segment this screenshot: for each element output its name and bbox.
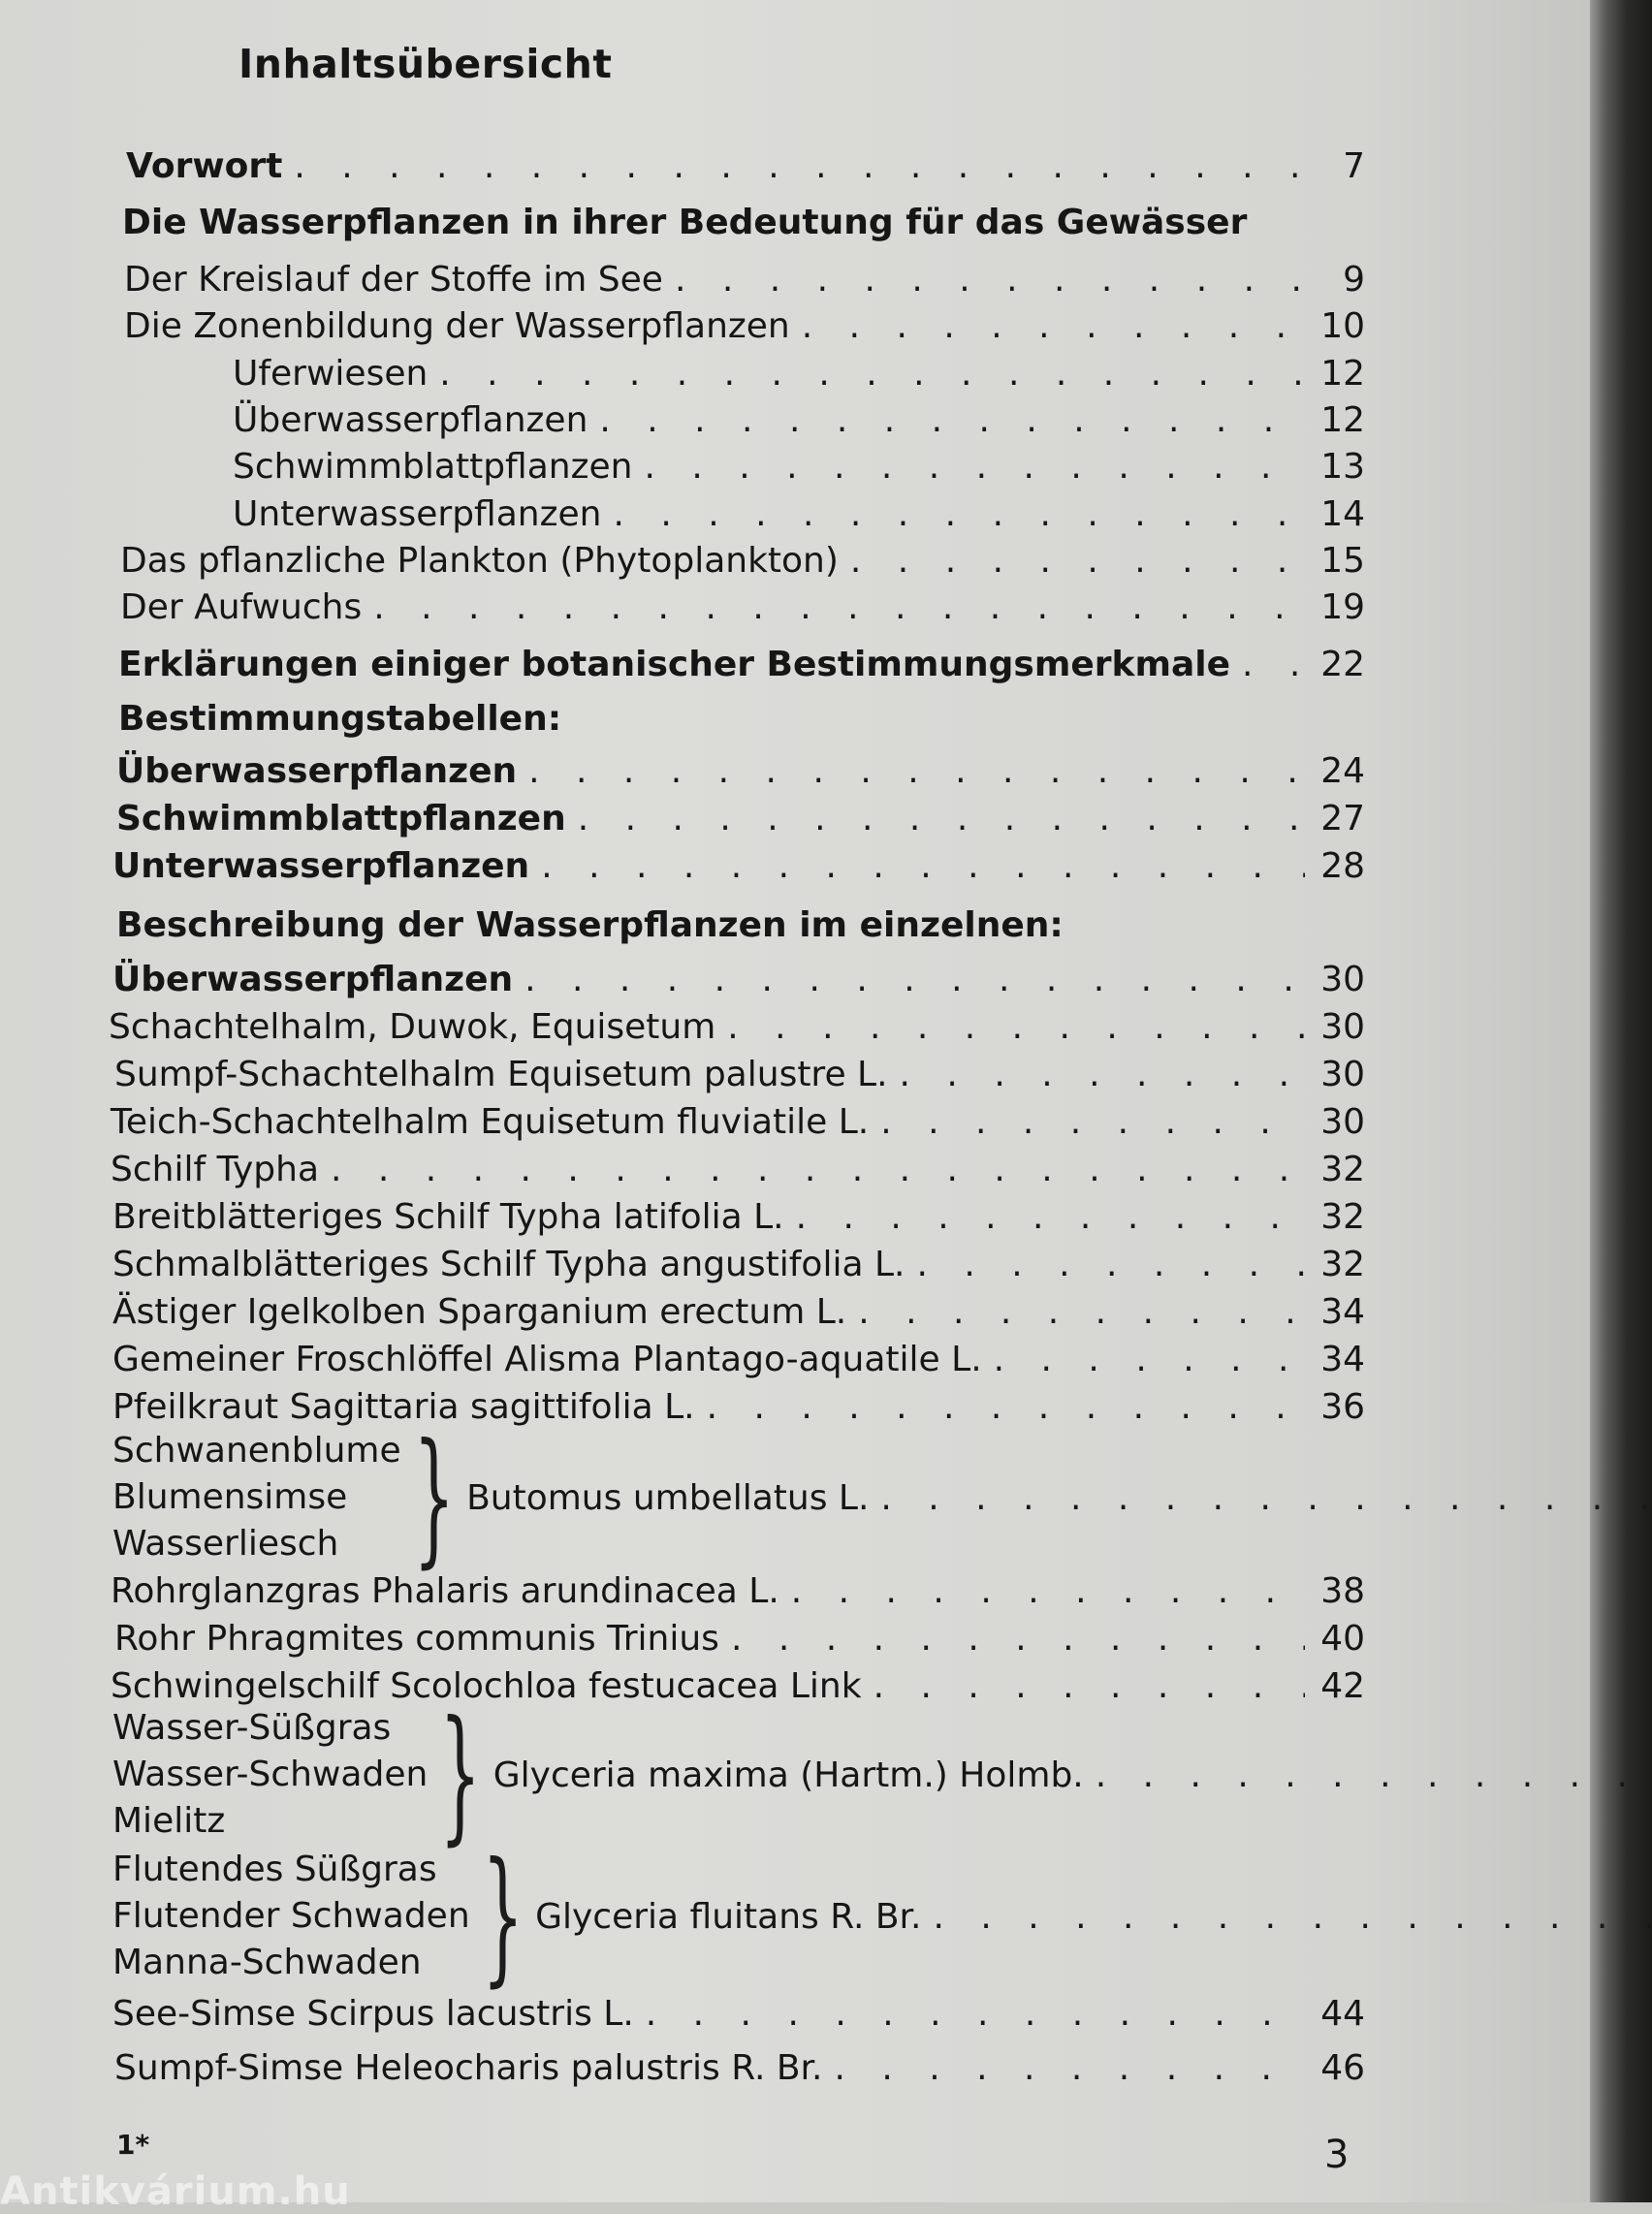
toc-entry-page: 7 — [1343, 146, 1365, 186]
dot-leader — [373, 585, 1305, 631]
dot-leader — [707, 1384, 1305, 1431]
toc-entry — [112, 957, 1365, 1003]
toc-entry-page: 30 — [1320, 960, 1365, 999]
dot-leader — [880, 1099, 1305, 1146]
dot-leader — [524, 957, 1305, 1003]
common-name: Schwanenblume — [112, 1431, 401, 1471]
toc-entry-label: Gemeiner Froschlöffel Alisma Plantago-aquatile L. — [112, 1340, 982, 1379]
toc-entry — [116, 796, 1365, 842]
toc-entry-label: Rohrglanzgras Phalaris arundinacea L. — [111, 1571, 779, 1611]
common-name: Blumensimse — [112, 1477, 348, 1517]
common-names-list — [112, 1847, 470, 1986]
toc-entry-page: 30 — [1320, 1007, 1365, 1047]
dot-leader — [599, 397, 1305, 444]
toc-entry-label: Das pflanzliche Plankton (Phytoplankton) — [120, 541, 839, 581]
group-scientific-entry — [535, 1897, 1652, 1937]
dot-leader — [675, 257, 1305, 303]
group-scientific-entry — [493, 1755, 1652, 1795]
toc-entry — [122, 200, 1365, 246]
group-scientific-entry — [466, 1478, 1652, 1518]
toc-entry-label: Die Zonenbildung der Wasserpflanzen — [124, 306, 790, 346]
toc-entry — [233, 444, 1365, 490]
toc-entry-label: Schilf Typha — [111, 1150, 319, 1189]
toc-entry-label: Ästiger Igelkolben Sparganium erectum L. — [112, 1292, 847, 1332]
toc-entry — [112, 1384, 1365, 1431]
dot-leader — [541, 843, 1305, 890]
toc-entry-page: 30 — [1320, 1055, 1365, 1094]
toc-entry-page: 30 — [1320, 1102, 1365, 1142]
page-number: 3 — [1324, 2133, 1350, 2177]
curly-brace-icon: } — [481, 1832, 524, 2001]
common-name: Manna-Schwaden — [112, 1943, 422, 1982]
dot-leader — [646, 1991, 1305, 2038]
toc-entry-label: Rohr Phragmites communis Trinius — [114, 1619, 719, 1659]
curly-brace-icon: } — [439, 1691, 482, 1859]
dot-leader — [900, 1052, 1305, 1098]
toc-entry — [112, 1194, 1365, 1241]
curly-brace-icon: } — [412, 1413, 455, 1582]
toc-entry-label: Schwingelschilf Scolochloa festucacea Link — [111, 1666, 862, 1706]
toc-entry-page: 9 — [1343, 260, 1365, 300]
signature-mark: 1* — [116, 2129, 150, 2161]
toc-entry-page: 12 — [1320, 354, 1365, 394]
book-spine — [1590, 0, 1652, 2202]
common-name: Flutender Schwaden — [112, 1896, 470, 1936]
toc-entry-page: 42 — [1320, 1666, 1365, 1706]
toc-entry-page: 12 — [1320, 400, 1365, 440]
toc-entry-label: Schwimmblattpflanzen — [116, 799, 566, 838]
toc-entry-label: Pfeilkraut Sagittaria sagittifolia L. — [112, 1387, 695, 1427]
toc-entry-page: 24 — [1320, 751, 1365, 791]
dot-leader — [578, 796, 1305, 842]
toc-entry-label: Überwasserpflanzen — [233, 400, 588, 440]
toc-entry — [111, 1568, 1365, 1615]
scientific-name: Glyceria maxima (Hartm.) Holmb. — [492, 1755, 1084, 1795]
toc-entry-label: Breitblätteriges Schilf Typha latifolia L. — [112, 1197, 784, 1237]
dot-leader — [850, 538, 1305, 585]
toc-entry — [233, 491, 1365, 538]
toc-entry — [111, 1147, 1365, 1193]
toc-entry — [112, 843, 1365, 890]
dot-leader — [802, 303, 1305, 350]
toc-entry — [120, 585, 1365, 631]
toc-synonym-group — [112, 1832, 1365, 2001]
toc-entry-page: 34 — [1320, 1292, 1365, 1332]
toc-entry — [124, 257, 1365, 303]
toc-synonym-group — [112, 1691, 1365, 1859]
toc-entry — [114, 1052, 1365, 1098]
toc-entry — [116, 902, 1365, 949]
toc-entry-page: 15 — [1320, 541, 1365, 581]
dot-leader — [796, 1194, 1305, 1241]
toc-synonym-group — [112, 1413, 1365, 1582]
toc-entry-label: Schwimmblattpflanzen — [233, 447, 633, 487]
toc-entry-page: 36 — [1320, 1387, 1365, 1427]
watermark-text: Antikvárium.hu — [0, 2169, 351, 2214]
dot-leader — [613, 491, 1305, 538]
toc-entry — [118, 642, 1365, 688]
dot-leader — [791, 1568, 1305, 1615]
toc-entry — [111, 1099, 1365, 1146]
toc-entry-page: 32 — [1320, 1197, 1365, 1237]
toc-entry-page: 38 — [1320, 1571, 1365, 1611]
toc-entry — [114, 2045, 1365, 2092]
toc-entry-label: Erklärungen einiger botanischer Bestimmungsmerkmale — [118, 645, 1231, 684]
toc-entry — [233, 351, 1365, 397]
scientific-name: Butomus umbellatus L. — [466, 1477, 870, 1518]
dot-leader — [994, 1337, 1305, 1383]
toc-entry-label: Beschreibung der Wasserpflanzen im einzelnen: — [116, 905, 1064, 945]
toc-entry-label: Vorwort — [126, 146, 283, 186]
toc-entry — [112, 1242, 1365, 1288]
common-name: Wasserliesch — [112, 1524, 339, 1564]
toc-entry-label: Unterwasserpflanzen — [233, 494, 602, 534]
toc-entry — [112, 1289, 1365, 1336]
dot-leader — [331, 1147, 1305, 1193]
toc-entry-label: Überwasserpflanzen — [116, 751, 518, 791]
toc-entry-label: Schachtelhalm, Duwok, Equisetum — [109, 1007, 716, 1047]
toc-entry-label: Die Wasserpflanzen in ihrer Bedeutung für das Gewässer — [122, 203, 1248, 242]
toc-entry-label: See-Simse Scirpus lacustris L. — [112, 1994, 634, 2034]
dot-leader — [731, 1616, 1305, 1662]
dot-leader — [644, 444, 1305, 490]
scientific-name: Glyceria fluitans R. Br. — [535, 1896, 922, 1937]
toc-entry — [112, 1991, 1365, 2038]
toc-entry — [120, 538, 1365, 585]
dot-leader — [916, 1242, 1305, 1288]
toc-entry-page: 10 — [1320, 306, 1365, 346]
toc-entry-label: Bestimmungstabellen: — [118, 699, 562, 739]
toc-entry-label: Teich-Schachtelhalm Equisetum fluviatile L. — [111, 1102, 870, 1142]
toc-entry-label: Unterwasserpflanzen — [112, 846, 530, 886]
dot-leader — [727, 1004, 1305, 1051]
toc-entry-page: 40 — [1320, 1619, 1365, 1659]
dot-leader — [858, 1289, 1305, 1336]
toc-entry-page: 32 — [1320, 1150, 1365, 1189]
common-name: Mielitz — [112, 1801, 226, 1841]
toc-entry-label: Sumpf-Simse Heleocharis palustris R. Br. — [114, 2048, 823, 2088]
toc-entry — [109, 1004, 1365, 1051]
toc-entry — [118, 696, 1365, 743]
dot-leader — [439, 351, 1305, 397]
toc-entry-page: 32 — [1320, 1245, 1365, 1284]
toc-entry-page: 34 — [1320, 1340, 1365, 1379]
toc-entry — [112, 1337, 1365, 1383]
toc-entry — [114, 1616, 1365, 1662]
toc-entry-page: 44 — [1320, 1994, 1365, 2034]
dot-leader — [880, 1478, 1652, 1518]
common-name: Flutendes Süßgras — [112, 1850, 437, 1889]
common-name: Wasser-Schwaden — [112, 1755, 429, 1794]
toc-entry — [233, 397, 1365, 444]
toc-entry-page: 19 — [1320, 587, 1365, 627]
toc-entry-label: Sumpf-Schachtelhalm Equisetum palustre L. — [114, 1055, 888, 1094]
toc-entry — [124, 303, 1365, 350]
dot-leader — [933, 1897, 1652, 1937]
toc-entry-label: Der Kreislauf der Stoffe im See — [124, 260, 663, 300]
dot-leader — [834, 2045, 1305, 2092]
toc-entry-page: 13 — [1320, 447, 1365, 487]
toc-entry-label: Schmalblätteriges Schilf Typha angustifolia L. — [112, 1245, 905, 1284]
toc-entry-page: 46 — [1320, 2048, 1365, 2088]
dot-leader — [1242, 642, 1305, 688]
common-names-list — [112, 1428, 401, 1567]
toc-entry-page: 22 — [1320, 645, 1365, 684]
toc-entry-label: Uferwiesen — [233, 354, 429, 394]
common-names-list — [112, 1705, 428, 1845]
common-name: Wasser-Süßgras — [112, 1708, 392, 1748]
toc-entry-label: Der Aufwuchs — [120, 587, 363, 627]
toc-entry — [116, 748, 1365, 795]
dot-leader — [294, 143, 1305, 190]
toc-entry-page: 27 — [1320, 799, 1365, 838]
dot-leader — [1096, 1755, 1652, 1795]
toc-entry-page: 28 — [1320, 846, 1365, 886]
page-title: Inhaltsübersicht — [238, 41, 613, 87]
toc-entry-label: Überwasserpflanzen — [112, 960, 514, 999]
toc-entry-page: 14 — [1320, 494, 1365, 534]
dot-leader — [528, 748, 1305, 795]
toc-entry — [126, 143, 1365, 190]
